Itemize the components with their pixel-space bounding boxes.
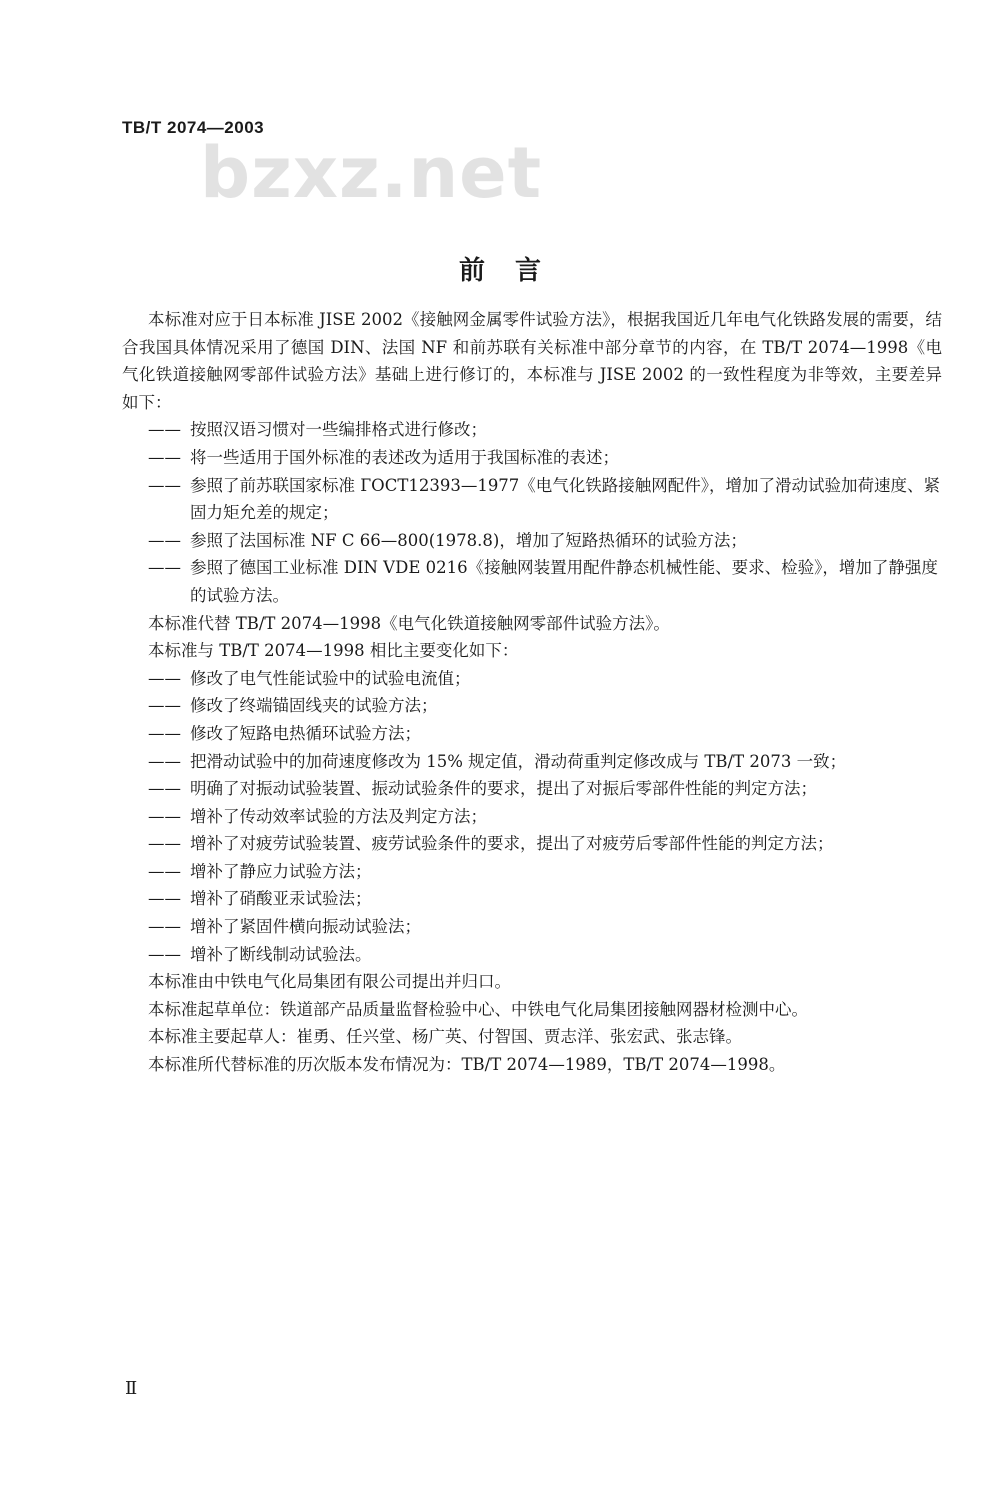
list-item: —— 明确了对振动试验装置、振动试验条件的要求，提出了对振后零部件性能的判定方法； <box>122 775 942 803</box>
standard-code: TB/T 2074—2003 <box>122 118 265 137</box>
proposer-line: 本标准由中铁电气化局集团有限公司提出并归口。 <box>148 972 511 992</box>
list-item: —— 按照汉语习惯对一些编排格式进行修改； <box>122 416 942 444</box>
drafters-line: 本标准主要起草人：崔勇、任兴堂、杨广英、付智国、贾志洋、张宏武、张志锋。 <box>148 1027 742 1047</box>
changes-list <box>122 665 942 969</box>
page-title: 前言 <box>458 256 571 286</box>
dash-marker: —— <box>148 889 181 909</box>
list-item: —— 修改了电气性能试验中的试验电流值； <box>122 665 942 693</box>
dash-marker: —— <box>148 751 181 771</box>
document-body <box>122 306 942 1079</box>
dash-marker: —— <box>148 861 181 881</box>
list-item: —— 增补了静应力试验方法； <box>122 858 942 886</box>
list-item: —— 增补了硝酸亚汞试验法； <box>122 885 942 913</box>
list-item: —— 增补了断线制动试验法。 <box>122 941 942 969</box>
differences-list <box>122 416 942 609</box>
dash-marker: —— <box>148 944 181 964</box>
dash-marker: —— <box>148 917 181 937</box>
watermark: bzxz.net <box>200 132 543 214</box>
page-number: Ⅱ <box>125 1378 138 1399</box>
list-item: —— 增补了传动效率试验的方法及判定方法； <box>122 803 942 831</box>
list-item: —— 增补了对疲劳试验装置、疲劳试验条件的要求，提出了对疲劳后零部件性能的判定方法； <box>122 830 942 858</box>
dash-marker: —— <box>148 806 181 826</box>
list-item: —— 修改了短路电热循环试验方法； <box>122 720 942 748</box>
replaces-line: 本标准代替 TB/T 2074—1998《电气化铁道接触网零部件试验方法》。 <box>148 613 670 633</box>
dash-marker: —— <box>148 530 181 550</box>
list-item: —— 参照了法国标准 NF C 66—800(1978.8)，增加了短路热循环的试验方法； <box>122 527 942 555</box>
dash-marker: —— <box>148 475 181 495</box>
list-item: —— 参照了前苏联国家标准 ГОСТ12393—1977《电气化铁路接触网配件》，增加了滑动试验加荷速度、紧固力矩允差的规定； <box>122 472 942 527</box>
dash-marker: —— <box>148 558 181 578</box>
list-item: —— 增补了紧固件横向振动试验法； <box>122 913 942 941</box>
drafting-units-line: 本标准起草单位：铁道部产品质量监督检验中心、中铁电气化局集团接触网器材检测中心。 <box>148 999 808 1019</box>
list-item: —— 参照了德国工业标准 DIN VDE 0216《接触网装置用配件静态机械性能、要求、检验》，增加了静强度的试验方法。 <box>122 554 942 609</box>
dash-marker: —— <box>148 834 181 854</box>
list-item: —— 把滑动试验中的加荷速度修改为 15% 规定值，滑动荷重判定修改成与 TB/T 2073 一致； <box>122 748 942 776</box>
list-item: —— 修改了终端锚固线夹的试验方法； <box>122 692 942 720</box>
changes-intro: 本标准与 TB/T 2074—1998 相比主要变化如下： <box>148 641 519 661</box>
dash-marker: —— <box>148 696 181 716</box>
dash-marker: —— <box>148 723 181 743</box>
intro-paragraph: 本标准对应于日本标准 JISE 2002《接触网金属零件试验方法》，根据我国近几年电气化铁路发展的需要，结合我国具体情况采用了德国 DIN、法国 NF 和前苏联有关标准中部分章节的内容，在 TB/T 2074—1998《电气化铁道接触网零部件试验方法》基础上进行修订的，本标准与 JISE 2002 的一致性程度为非等效，主要差异如下： <box>122 310 942 412</box>
dash-marker: —— <box>148 779 181 799</box>
dash-marker: —— <box>148 668 181 688</box>
history-line: 本标准所代替标准的历次版本发布情况为：TB/T 2074—1989，TB/T 2074—1998。 <box>148 1055 786 1075</box>
list-item: —— 将一些适用于国外标准的表述改为适用于我国标准的表述； <box>122 444 942 472</box>
dash-marker: —— <box>148 420 181 440</box>
dash-marker: —— <box>148 447 181 467</box>
